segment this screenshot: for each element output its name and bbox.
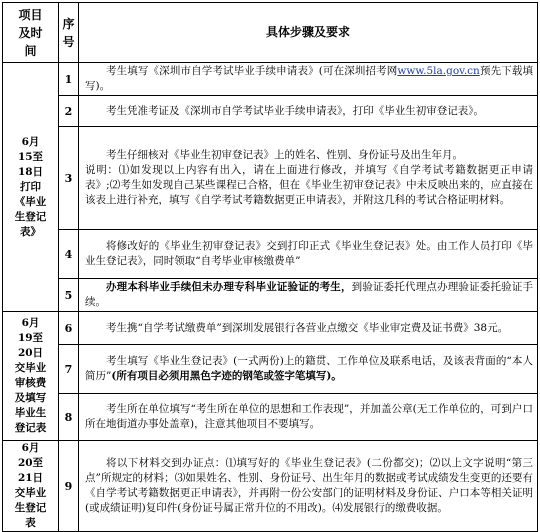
procedure-table	[2, 2, 538, 532]
step-content: 办理本科毕业手续但未办理专科毕业证验证的考生，到验证委托代理点办理验证委托验证手续。	[79, 279, 538, 312]
step-content: 考生所在单位填写“考生所在单位的思想和工作表现”，并加盖公章(无工作单位的，可到户口所在地街道办事处盖章)，注意其他项目不要填写。	[79, 394, 538, 441]
step-content: 考生仔细核对《毕业生初审登记表》上的姓名、性别、身份证号及出生年月。 说明：⑴如发现以上内容有出入，请在上面进行修改，并填写《自学考试考籍数据更正申请表》;⑵考生如发现自己某些课程已合格，但在《毕业生初审登记表》中未反映出来的，应直接在该表上进行补充，填写《自学考试考籍数据更正申请表》，并附这几科的考试合格证明材料。	[79, 127, 538, 230]
step-content: 考生携“自学考试缴费单”到深圳发展银行各营业点缴交《毕业审定费及证书费》38元。	[79, 312, 538, 345]
step-number: 3	[59, 127, 79, 230]
table-row	[3, 96, 538, 127]
step-content: 考生填写《毕业生登记表》(一式两份)上的籍贯、工作单位及联系电话，及该表背面的“本人简历”(所有项目必须用黑色字迹的钢笔或签字笔填写)。	[79, 345, 538, 394]
phase-cell-3: 6月20至21日 交毕业生登记表	[3, 441, 59, 532]
step-number: 1	[59, 63, 79, 96]
table-row	[3, 345, 538, 394]
header-row	[3, 3, 538, 63]
step-number: 5	[59, 279, 79, 312]
step-number: 4	[59, 230, 79, 279]
table-row	[3, 312, 538, 345]
step-content: 将修改好的《毕业生初审登记表》交到打印正式《毕业生登记表》处。由工作人员打印《毕业生登记表》，同时领取“自考毕业审核缴费单”	[79, 230, 538, 279]
step-number: 2	[59, 96, 79, 127]
phase-cell-1: 6月15至18日 打印《毕业生登记表》	[3, 63, 59, 312]
step-note: 说明：⑴如发现以上内容有出入，请在上面进行修改，并填写《自学考试考籍数据更正申请表》;⑵考生如发现自己某些课程已合格，但在《毕业生初审登记表》中未反映出来的，应直接在该表上进行补充，填写《自学考试考籍数据更正申请表》，并附这几科的考试合格证明材料。	[85, 164, 533, 206]
phase-cell-2: 6月19至20日 交毕业审核费及填写毕业生登记表	[3, 312, 59, 441]
table-row	[3, 394, 538, 441]
step-number: 7	[59, 345, 79, 394]
step-number: 8	[59, 394, 79, 441]
step-content: 考生填写《深圳市自学考试毕业手续申请表》(可在深圳招考网www.5la.gov.cn预先下载填写)。	[79, 63, 538, 96]
table-row	[3, 63, 538, 96]
header-steps: 具体步骤及要求	[79, 3, 538, 63]
website-link[interactable]: www.5la.gov.cn	[397, 65, 480, 77]
header-phase: 项目及时间	[3, 3, 59, 63]
step-content: 考生凭准考证及《深圳市自学考试毕业手续申请表》，打印《毕业生初审登记表》。	[79, 96, 538, 127]
step-number: 9	[59, 441, 79, 532]
table-row	[3, 441, 538, 532]
table-row	[3, 279, 538, 312]
step-content: 将以下材料交到办证点：⑴填写好的《毕业生登记表》(二份都交)；⑵以上文字说明“第三点”所规定的材料；⑶如果姓名、性别、身份证号、出生年月的数据或考试成绩发生变更的还要有《自学考试考籍数据更正申请表》，并再附一份公安部门的证明材料及身份证、户口本等相关证明(或成绩证明)复印件(身份证号属正常升位的不用改)。⑷发展银行的缴费收据。	[79, 441, 538, 532]
table-row	[3, 230, 538, 279]
step-number: 6	[59, 312, 79, 345]
header-seq: 序号	[59, 3, 79, 63]
table-row	[3, 127, 538, 230]
